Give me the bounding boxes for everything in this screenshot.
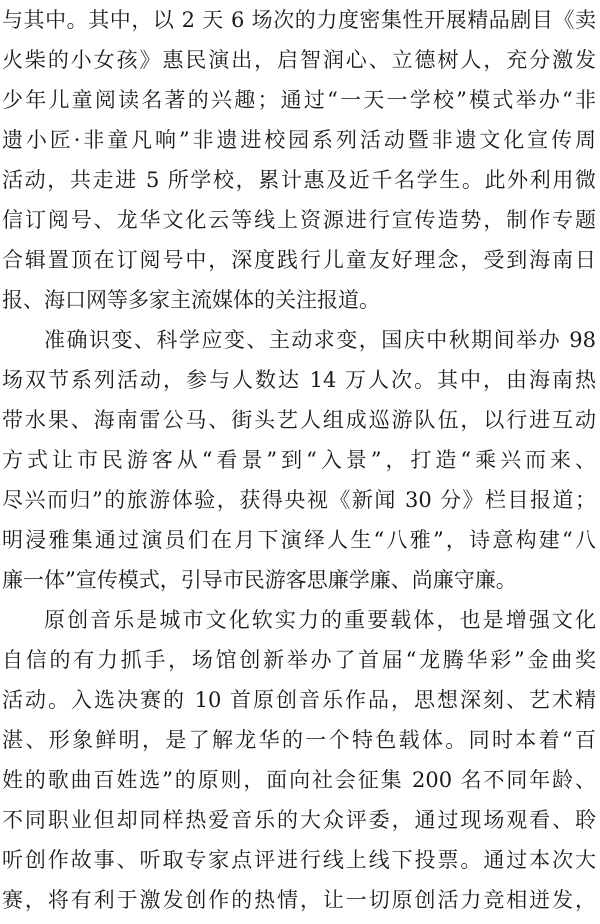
text-line: 原创音乐是城市文化软实力的重要载体，也是增强文化 bbox=[44, 608, 596, 632]
text-line: 合辑置顶在订阅号中，深度践行儿童友好理念，受到海南日 bbox=[2, 248, 596, 272]
text-line: 信订阅号、龙华文化云等线上资源进行宣传造势，制作专题 bbox=[2, 208, 596, 232]
text-line: 场双节系列活动，参与人数达 14 万人次。其中，由海南热 bbox=[2, 368, 596, 392]
text-line: 与其中。其中，以 2 天 6 场次的力度密集性开展精品剧目《卖 bbox=[2, 8, 596, 32]
text-line: 自信的有力抓手，场馆创新举办了首届“龙腾华彩”金曲奖 bbox=[2, 648, 596, 672]
text-line: 准确识变、科学应变、主动求变，国庆中秋期间举办 98 bbox=[44, 328, 596, 352]
text-line: 带水果、海南雷公马、街头艺人组成巡游队伍，以行进互动 bbox=[2, 408, 596, 432]
text-line: 廉一体”宣传模式，引导市民游客思廉学廉、尚廉守廉。 bbox=[2, 568, 517, 592]
text-line: 少年儿童阅读名著的兴趣；通过“一天一学校”模式举办“非 bbox=[2, 88, 596, 112]
text-line: 赛，将有利于激发创作的热情，让一切原创活力竞相迸发， bbox=[2, 888, 596, 912]
text-line: 不同职业但却同样热爱音乐的大众评委，通过现场观看、聆 bbox=[2, 808, 596, 832]
text-line: 活动。入选决赛的 10 首原创音乐作品，思想深刻、艺术精 bbox=[2, 688, 596, 712]
text-line: 火柴的小女孩》惠民演出，启智润心、立德树人，充分激发 bbox=[2, 48, 596, 72]
text-line: 遗小匠·非童凡响”非遗进校园系列活动暨非遗文化宣传周 bbox=[2, 128, 596, 152]
text-line: 报、海口网等多家主流媒体的关注报道。 bbox=[2, 288, 380, 312]
text-line: 听创作故事、听取专家点评进行线上线下投票。通过本次大 bbox=[2, 848, 596, 872]
text-line: 湛、形象鲜明，是了解龙华的一个特色载体。同时本着“百 bbox=[2, 728, 596, 752]
text-line: 活动，共走进 5 所学校，累计惠及近千名学生。此外利用微 bbox=[2, 168, 596, 192]
text-line: 姓的歌曲百姓选”的原则，面向社会征集 200 名不同年龄、 bbox=[2, 768, 596, 792]
text-line: 明浸雅集通过演员们在月下演绎人生“八雅”，诗意构建“八 bbox=[2, 528, 596, 552]
text-line: 尽兴而归”的旅游体验，获得央视《新闻 30 分》栏目报道； bbox=[2, 488, 596, 512]
text-line: 方式让市民游客从“看景”到“入景”，打造“乘兴而来、 bbox=[2, 448, 596, 472]
